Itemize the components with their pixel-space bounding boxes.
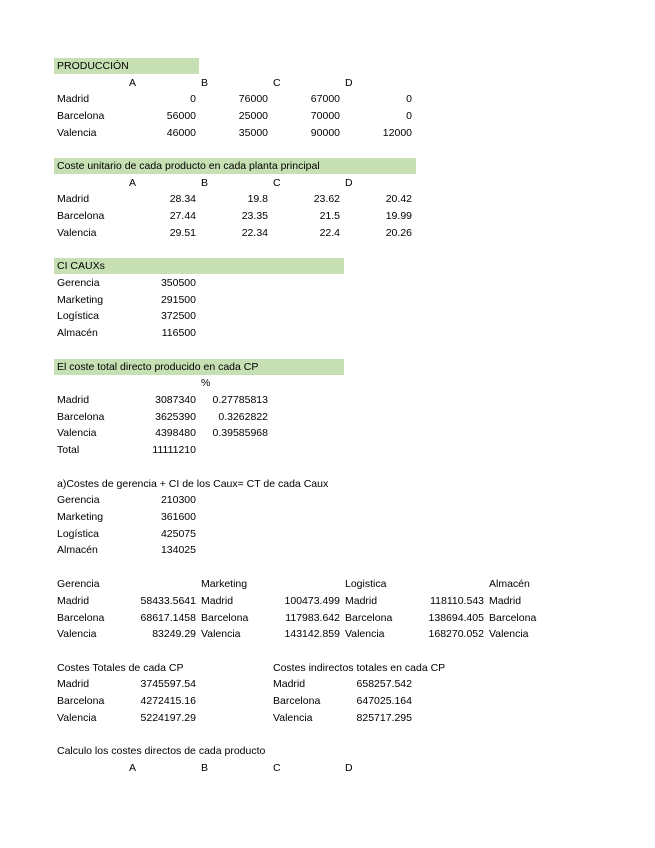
pct-header: % bbox=[201, 377, 211, 389]
coste-unitario-title: Coste unitario de cada producto en cada planta principal bbox=[57, 160, 320, 172]
cell: 90000 bbox=[310, 127, 340, 139]
coste-unitario-col-d: D bbox=[345, 177, 353, 189]
produccion-col-d: D bbox=[345, 77, 353, 89]
calculo-col-d: D bbox=[345, 762, 353, 774]
row-label: Madrid bbox=[57, 193, 90, 205]
row-label: Barcelona bbox=[57, 612, 105, 624]
row-label: Marketing bbox=[57, 511, 104, 523]
cell: 12000 bbox=[382, 127, 412, 139]
reparto-header-gerencia: Gerencia bbox=[57, 578, 100, 590]
calculo-col-a: A bbox=[129, 762, 137, 774]
cell: 825717.295 bbox=[356, 712, 412, 724]
row-label: Valencia bbox=[201, 628, 241, 640]
cell: 4272415.16 bbox=[140, 695, 196, 707]
coste-total-title: El coste total directo producido en cada CP bbox=[57, 361, 259, 373]
cell: 116500 bbox=[161, 327, 196, 339]
produccion-col-b: B bbox=[201, 77, 209, 89]
row-label: Logística bbox=[57, 310, 100, 322]
row-label: Valencia bbox=[57, 127, 97, 139]
row-label: Madrid bbox=[57, 678, 90, 690]
cell: 56000 bbox=[166, 110, 196, 122]
cell: 0.3262822 bbox=[218, 411, 268, 423]
cell: 0 bbox=[406, 93, 412, 105]
row-label: Madrid bbox=[57, 394, 90, 406]
costes-gerencia-title: a)Costes de gerencia + CI de los Caux= CT de cada Caux bbox=[57, 478, 329, 490]
cell: 372500 bbox=[160, 310, 196, 322]
cell: 118110.543 bbox=[430, 595, 484, 607]
row-label: Madrid bbox=[57, 93, 90, 105]
cell: 117983.642 bbox=[285, 612, 340, 624]
cell: 19.99 bbox=[385, 210, 412, 222]
cell: 22.34 bbox=[241, 227, 268, 239]
produccion-col-c: C bbox=[273, 77, 281, 89]
cell: 23.35 bbox=[241, 210, 268, 222]
cell: 291500 bbox=[160, 294, 196, 306]
row-label: Barcelona bbox=[345, 612, 393, 624]
row-label: Logística bbox=[57, 528, 100, 540]
cell: 647025.164 bbox=[356, 695, 412, 707]
cell: 658257.542 bbox=[356, 678, 412, 690]
cell: 67000 bbox=[310, 93, 340, 105]
row-label: Marketing bbox=[57, 294, 104, 306]
cell: 3087340 bbox=[155, 394, 196, 406]
cell: 350500 bbox=[160, 277, 196, 289]
cell: 20.26 bbox=[385, 227, 412, 239]
cell: 22.4 bbox=[319, 227, 340, 239]
row-label: Valencia bbox=[57, 712, 97, 724]
coste-unitario-col-a: A bbox=[129, 177, 137, 189]
row-label: Valencia bbox=[57, 427, 97, 439]
cell: 5224197.29 bbox=[140, 712, 196, 724]
cell: 25000 bbox=[238, 110, 268, 122]
row-label: Almacén bbox=[57, 544, 98, 556]
cell: 0 bbox=[406, 110, 412, 122]
cell: 0 bbox=[190, 93, 196, 105]
reparto-header-almacen: Almacén bbox=[489, 578, 530, 590]
cell: 27.44 bbox=[169, 210, 196, 222]
reparto-header-logistica: Logistica bbox=[345, 578, 387, 590]
cell: 425075 bbox=[160, 528, 196, 540]
row-label: Valencia bbox=[489, 628, 529, 640]
calculo-col-b: B bbox=[201, 762, 209, 774]
cell: 143142.859 bbox=[284, 628, 340, 640]
row-label: Madrid bbox=[345, 595, 378, 607]
costes-indirectos-title: Costes indirectos totales en cada CP bbox=[273, 662, 446, 674]
produccion-col-a: A bbox=[129, 77, 137, 89]
ci-caux-title: CI CAUXs bbox=[57, 260, 105, 272]
cell: 23.62 bbox=[313, 193, 340, 205]
cell: 46000 bbox=[166, 127, 196, 139]
cell: 134025 bbox=[160, 544, 196, 556]
calculo-col-c: C bbox=[273, 762, 281, 774]
cell: 35000 bbox=[238, 127, 268, 139]
row-label: Madrid bbox=[489, 595, 522, 607]
cell: 3745597.54 bbox=[140, 678, 196, 690]
cell: 19.8 bbox=[247, 193, 268, 205]
cell: 100473.499 bbox=[284, 595, 340, 607]
cell: 210300 bbox=[160, 494, 196, 506]
row-label: Valencia bbox=[57, 628, 97, 640]
row-label: Barcelona bbox=[57, 210, 105, 222]
cell: 0.27785813 bbox=[212, 394, 268, 406]
cell: 168270.052 bbox=[428, 628, 484, 640]
cell: 0.39585968 bbox=[212, 427, 268, 439]
row-label: Valencia bbox=[345, 628, 385, 640]
cell: 76000 bbox=[238, 93, 268, 105]
produccion-title: PRODUCCIÓN bbox=[57, 60, 129, 72]
row-label: Barcelona bbox=[201, 612, 249, 624]
cell: 20.42 bbox=[385, 193, 412, 205]
cell: 361600 bbox=[160, 511, 196, 523]
cell: 70000 bbox=[310, 110, 340, 122]
cell: 68617.1458 bbox=[140, 612, 196, 624]
row-label: Barcelona bbox=[273, 695, 321, 707]
cell: 29.51 bbox=[169, 227, 196, 239]
row-label: Almacén bbox=[57, 327, 98, 339]
row-label: Valencia bbox=[57, 227, 97, 239]
row-label: Barcelona bbox=[57, 411, 105, 423]
row-label: Madrid bbox=[201, 595, 234, 607]
costes-totales-title: Costes Totales de cada CP bbox=[57, 662, 184, 674]
cell: 138694.405 bbox=[428, 612, 484, 624]
cell: 28.34 bbox=[169, 193, 196, 205]
calculo-title: Calculo los costes directos de cada producto bbox=[57, 745, 266, 757]
row-label: Madrid bbox=[273, 678, 306, 690]
row-label: Gerencia bbox=[57, 494, 100, 506]
row-label: Barcelona bbox=[489, 612, 537, 624]
coste-unitario-col-b: B bbox=[201, 177, 209, 189]
cell: 21.5 bbox=[319, 210, 340, 222]
row-label: Barcelona bbox=[57, 110, 105, 122]
cell: 4398480 bbox=[155, 427, 196, 439]
cell: 3625390 bbox=[155, 411, 196, 423]
row-label: Valencia bbox=[273, 712, 313, 724]
cell: 58433.5641 bbox=[140, 595, 196, 607]
cell: 11111210 bbox=[152, 444, 196, 456]
coste-unitario-col-c: C bbox=[273, 177, 281, 189]
reparto-header-marketing: Marketing bbox=[201, 578, 248, 590]
row-label: Total bbox=[57, 444, 80, 456]
cell: 83249.29 bbox=[152, 628, 196, 640]
row-label: Gerencia bbox=[57, 277, 100, 289]
row-label: Madrid bbox=[57, 595, 90, 607]
row-label: Barcelona bbox=[57, 695, 105, 707]
